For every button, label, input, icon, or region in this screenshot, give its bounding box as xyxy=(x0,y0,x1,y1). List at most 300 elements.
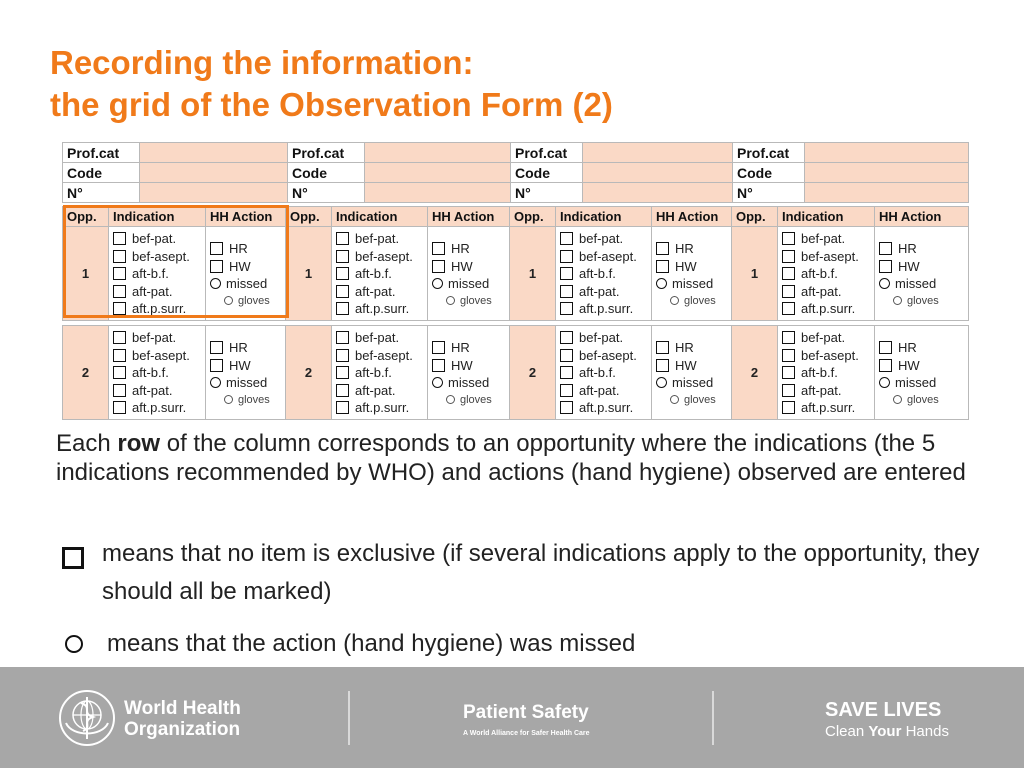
indication-label: aft.p.surr. xyxy=(355,301,410,316)
indication-option[interactable] xyxy=(113,364,203,382)
checkbox-icon[interactable] xyxy=(560,302,573,315)
action-option[interactable] xyxy=(879,357,966,375)
indication-option[interactable] xyxy=(560,248,649,266)
indication-cell xyxy=(778,227,875,321)
gloves-label: gloves xyxy=(907,294,939,307)
indication-option[interactable] xyxy=(336,265,425,283)
checkbox-icon[interactable] xyxy=(879,260,892,273)
checkbox-icon[interactable] xyxy=(782,232,795,245)
checkbox-icon[interactable] xyxy=(113,302,126,315)
indication-label: bef-pat. xyxy=(132,330,177,345)
indication-cell xyxy=(556,227,652,321)
info-label: N° xyxy=(63,183,140,203)
info-label: Prof.cat xyxy=(511,143,583,163)
checkbox-icon[interactable] xyxy=(879,341,892,354)
grid-header-hh-action: HH Action xyxy=(428,207,510,227)
indication-option[interactable] xyxy=(560,364,649,382)
checkbox-icon[interactable] xyxy=(782,267,795,280)
hh-action-cell xyxy=(206,227,286,321)
info-value-field[interactable] xyxy=(583,183,733,203)
info-label: N° xyxy=(511,183,583,203)
action-option[interactable] xyxy=(879,275,966,293)
action-label: missed xyxy=(895,276,937,291)
grid-header-hh-action: HH Action xyxy=(206,207,286,227)
grid-header-opp: Opp. xyxy=(63,207,109,227)
action-option[interactable] xyxy=(432,258,507,276)
grid-header-hh-action: HH Action xyxy=(875,207,969,227)
info-label: N° xyxy=(288,183,365,203)
indication-label: bef-asept. xyxy=(579,248,637,264)
footer-divider-2 xyxy=(712,691,714,745)
opportunity-table-1 xyxy=(62,206,969,321)
gloves-option[interactable] xyxy=(879,392,966,410)
indication-option[interactable] xyxy=(113,382,203,400)
action-option[interactable] xyxy=(656,258,729,276)
indication-label: bef-pat. xyxy=(579,330,624,345)
hh-action-cell xyxy=(875,326,969,420)
page-title xyxy=(50,42,613,126)
action-option[interactable] xyxy=(210,275,283,293)
checkbox-icon[interactable] xyxy=(432,242,445,255)
opportunity-table-2 xyxy=(62,325,969,420)
action-label: missed xyxy=(672,276,714,291)
checkbox-icon[interactable] xyxy=(336,285,349,298)
checkbox-icon[interactable] xyxy=(336,331,349,344)
opportunity-number: 2 xyxy=(63,326,109,420)
who-logo-text: World Health Organization xyxy=(124,698,241,740)
radio-circle-icon[interactable] xyxy=(210,377,221,388)
checkbox-icon[interactable] xyxy=(432,341,445,354)
hh-action-cell xyxy=(206,326,286,420)
radio-circle-icon[interactable] xyxy=(224,296,233,305)
info-value-field[interactable] xyxy=(365,143,511,163)
checkbox-icon[interactable] xyxy=(336,232,349,245)
action-label: HW xyxy=(229,357,251,373)
checkbox-icon[interactable] xyxy=(113,384,126,397)
gloves-option[interactable] xyxy=(210,392,283,410)
indication-label: aft-b.f. xyxy=(579,365,616,380)
info-value-field[interactable] xyxy=(583,143,733,163)
opportunity-number: 2 xyxy=(510,326,556,420)
indication-label: aft-b.f. xyxy=(355,266,392,281)
info-value-field[interactable] xyxy=(583,163,733,183)
circle-bullet-row xyxy=(56,625,986,663)
indication-label: aft-b.f. xyxy=(801,365,838,380)
action-label: missed xyxy=(448,276,490,291)
action-option[interactable] xyxy=(656,357,729,375)
grid-header-indication: Indication xyxy=(109,207,206,227)
checkbox-icon[interactable] xyxy=(210,242,223,255)
indication-label: aft.p.surr. xyxy=(132,400,187,415)
radio-circle-icon[interactable] xyxy=(656,278,667,289)
action-label: HW xyxy=(451,258,473,274)
action-option[interactable] xyxy=(879,258,966,276)
checkbox-icon[interactable] xyxy=(113,366,126,379)
indication-option[interactable] xyxy=(336,382,425,400)
radio-circle-icon[interactable] xyxy=(656,377,667,388)
action-label: missed xyxy=(448,375,490,390)
indication-label: aft-b.f. xyxy=(132,365,169,380)
indication-label: aft-b.f. xyxy=(355,365,392,380)
radio-circle-icon[interactable] xyxy=(879,377,890,388)
indication-label: bef-pat. xyxy=(579,231,624,246)
checkbox-icon[interactable] xyxy=(782,384,795,397)
action-option[interactable] xyxy=(879,374,966,392)
checkbox-icon[interactable] xyxy=(560,366,573,379)
indication-label: aft-pat. xyxy=(355,382,396,398)
indication-option[interactable] xyxy=(560,329,649,347)
indication-option[interactable] xyxy=(560,300,649,318)
checkbox-icon[interactable] xyxy=(336,366,349,379)
gloves-label: gloves xyxy=(460,294,492,307)
checkbox-icon[interactable] xyxy=(560,331,573,344)
radio-circle-icon[interactable] xyxy=(670,296,679,305)
observation-info-table xyxy=(62,142,969,203)
gloves-label: gloves xyxy=(238,393,270,406)
checkbox-icon[interactable] xyxy=(336,384,349,397)
who-emblem-icon xyxy=(58,689,116,747)
indication-option[interactable] xyxy=(113,347,203,365)
action-label: HW xyxy=(451,357,473,373)
checkbox-icon[interactable] xyxy=(113,285,126,298)
hh-action-cell xyxy=(428,227,510,321)
action-label: missed xyxy=(895,375,937,390)
description-text: Each row of the column corresponds to an opportunity where the indications (the 5 indications recommended by WHO) and actions (hand hygiene) observed are entered xyxy=(56,430,966,486)
gloves-label: gloves xyxy=(238,294,270,307)
checkbox-icon[interactable] xyxy=(210,359,223,372)
info-label: Code xyxy=(733,163,805,183)
indication-label: bef-pat. xyxy=(132,231,177,246)
action-option[interactable] xyxy=(432,240,507,258)
opportunity-number: 2 xyxy=(732,326,778,420)
action-option[interactable] xyxy=(656,374,729,392)
indication-label: bef-asept. xyxy=(579,347,637,363)
action-option[interactable] xyxy=(432,339,507,357)
indication-option[interactable] xyxy=(560,283,649,301)
checkbox-icon[interactable] xyxy=(336,267,349,280)
grid-header-row xyxy=(63,207,969,227)
table-row xyxy=(63,326,969,420)
title-line-2: the grid of the Observation Form (2) xyxy=(50,86,613,123)
checkbox-icon[interactable] xyxy=(560,401,573,414)
indication-option[interactable] xyxy=(336,329,425,347)
patient-safety-subtitle: A World Alliance for Safer Health Care xyxy=(463,730,590,737)
action-option[interactable] xyxy=(210,357,283,375)
indication-option[interactable] xyxy=(782,265,872,283)
info-value-field[interactable] xyxy=(805,143,969,163)
info-label: Prof.cat xyxy=(288,143,365,163)
indication-option[interactable] xyxy=(782,300,872,318)
gloves-label: gloves xyxy=(684,294,716,307)
indication-option[interactable] xyxy=(560,265,649,283)
opportunity-number: 1 xyxy=(286,227,332,321)
indication-label: aft-pat. xyxy=(801,382,842,398)
indication-option[interactable] xyxy=(336,283,425,301)
bold-word-row: row xyxy=(117,430,161,457)
checkbox-icon[interactable] xyxy=(879,359,892,372)
grid-header-indication: Indication xyxy=(556,207,652,227)
indication-label: aft-pat. xyxy=(579,283,620,299)
indication-option[interactable] xyxy=(336,347,425,365)
gloves-option[interactable] xyxy=(879,293,966,311)
action-label: missed xyxy=(672,375,714,390)
checkbox-icon[interactable] xyxy=(210,341,223,354)
indication-label: aft.p.surr. xyxy=(801,301,856,316)
action-label: HR xyxy=(898,340,917,355)
hh-action-cell xyxy=(652,326,732,420)
checkbox-icon[interactable] xyxy=(656,260,669,273)
indication-option[interactable] xyxy=(113,248,203,266)
patient-safety-title: Patient Safety xyxy=(463,702,589,723)
action-label: HW xyxy=(229,258,251,274)
indication-option[interactable] xyxy=(113,329,203,347)
info-value-field[interactable] xyxy=(805,163,969,183)
indication-label: aft-pat. xyxy=(355,283,396,299)
gloves-option[interactable] xyxy=(432,293,507,311)
gloves-label: gloves xyxy=(684,393,716,406)
info-label: Prof.cat xyxy=(733,143,805,163)
radio-circle-icon[interactable] xyxy=(893,296,902,305)
action-option[interactable] xyxy=(656,240,729,258)
indication-option[interactable] xyxy=(782,283,872,301)
action-option[interactable] xyxy=(432,374,507,392)
checkbox-icon[interactable] xyxy=(879,242,892,255)
opportunity-number: 1 xyxy=(510,227,556,321)
checkbox-icon[interactable] xyxy=(113,349,126,362)
checkbox-icon[interactable] xyxy=(336,302,349,315)
indication-option[interactable] xyxy=(782,399,872,417)
indication-option[interactable] xyxy=(113,300,203,318)
indication-label: bef-asept. xyxy=(801,248,859,264)
info-value-field[interactable] xyxy=(365,183,511,203)
hh-action-cell xyxy=(875,227,969,321)
checkbox-icon[interactable] xyxy=(782,250,795,263)
opportunity-number: 1 xyxy=(63,227,109,321)
action-option[interactable] xyxy=(432,275,507,293)
checkbox-icon[interactable] xyxy=(432,260,445,273)
info-value-field[interactable] xyxy=(140,163,288,183)
indication-option[interactable] xyxy=(113,399,203,417)
action-label: missed xyxy=(226,375,268,390)
indication-label: bef-asept. xyxy=(355,347,413,363)
info-label: Prof.cat xyxy=(63,143,140,163)
checkbox-icon[interactable] xyxy=(113,232,126,245)
checkbox-icon[interactable] xyxy=(336,349,349,362)
hh-action-cell xyxy=(428,326,510,420)
grid-header-hh-action: HH Action xyxy=(652,207,732,227)
checkbox-icon[interactable] xyxy=(782,366,795,379)
indication-label: bef-pat. xyxy=(355,330,400,345)
checkbox-icon[interactable] xyxy=(560,349,573,362)
action-option[interactable] xyxy=(656,275,729,293)
info-label: Code xyxy=(63,163,140,183)
action-label: HR xyxy=(451,340,470,355)
action-option[interactable] xyxy=(210,258,283,276)
info-value-field[interactable] xyxy=(140,143,288,163)
action-label: HW xyxy=(675,258,697,274)
opportunity-number: 1 xyxy=(732,227,778,321)
action-option[interactable] xyxy=(432,357,507,375)
indication-label: aft.p.surr. xyxy=(579,400,634,415)
checkbox-icon[interactable] xyxy=(560,267,573,280)
indication-label: bef-pat. xyxy=(801,330,846,345)
checkbox-icon[interactable] xyxy=(560,250,573,263)
indication-label: aft-pat. xyxy=(579,382,620,398)
gloves-label: gloves xyxy=(907,393,939,406)
checkbox-icon[interactable] xyxy=(656,359,669,372)
indication-label: bef-pat. xyxy=(355,231,400,246)
checkbox-icon[interactable] xyxy=(113,331,126,344)
action-option[interactable] xyxy=(210,374,283,392)
indication-option[interactable] xyxy=(560,347,649,365)
indication-label: bef-asept. xyxy=(801,347,859,363)
save-lives-subtitle: Clean Your Hands xyxy=(825,723,949,740)
checkbox-icon[interactable] xyxy=(782,302,795,315)
action-label: HR xyxy=(229,340,248,355)
checkbox-icon[interactable] xyxy=(782,349,795,362)
indication-option[interactable] xyxy=(113,230,203,248)
indication-label: bef-pat. xyxy=(801,231,846,246)
indication-label: aft-pat. xyxy=(801,283,842,299)
grid-header-indication: Indication xyxy=(332,207,428,227)
checkbox-icon[interactable] xyxy=(656,242,669,255)
indication-option[interactable] xyxy=(560,399,649,417)
radio-circle-icon[interactable] xyxy=(432,278,443,289)
info-label: Code xyxy=(511,163,583,183)
radio-circle-icon[interactable] xyxy=(446,296,455,305)
opportunity-number: 2 xyxy=(286,326,332,420)
indication-cell xyxy=(109,326,206,420)
indication-option[interactable] xyxy=(782,329,872,347)
checkbox-icon[interactable] xyxy=(113,401,126,414)
indication-label: aft.p.surr. xyxy=(579,301,634,316)
indication-option[interactable] xyxy=(782,248,872,266)
indication-label: bef-asept. xyxy=(132,248,190,264)
indication-label: aft.p.surr. xyxy=(355,400,410,415)
table-row xyxy=(63,227,969,321)
info-label: Code xyxy=(288,163,365,183)
footer-divider-1 xyxy=(348,691,350,745)
indication-option[interactable] xyxy=(336,364,425,382)
gloves-label: gloves xyxy=(460,393,492,406)
save-lives-title: SAVE LIVES xyxy=(825,699,942,721)
radio-circle-icon[interactable] xyxy=(670,395,679,404)
indication-option[interactable] xyxy=(560,382,649,400)
checkbox-icon[interactable] xyxy=(336,401,349,414)
radio-circle-icon[interactable] xyxy=(879,278,890,289)
footer-bar xyxy=(0,667,1024,768)
indication-label: aft.p.surr. xyxy=(801,400,856,415)
info-value-field[interactable] xyxy=(140,183,288,203)
indication-option[interactable] xyxy=(336,248,425,266)
action-option[interactable] xyxy=(879,240,966,258)
checkbox-icon[interactable] xyxy=(336,250,349,263)
info-row xyxy=(63,143,969,163)
checkbox-icon[interactable] xyxy=(210,260,223,273)
radio-circle-icon[interactable] xyxy=(224,395,233,404)
radio-circle-icon[interactable] xyxy=(210,278,221,289)
checkbox-icon[interactable] xyxy=(432,359,445,372)
checkbox-icon[interactable] xyxy=(113,267,126,280)
info-value-field[interactable] xyxy=(365,163,511,183)
action-option[interactable] xyxy=(879,339,966,357)
indication-option[interactable] xyxy=(336,399,425,417)
indication-cell xyxy=(332,326,428,420)
info-label: N° xyxy=(733,183,805,203)
indication-option[interactable] xyxy=(782,382,872,400)
checkbox-icon[interactable] xyxy=(782,401,795,414)
checkbox-icon[interactable] xyxy=(560,285,573,298)
checkbox-icon[interactable] xyxy=(782,285,795,298)
indication-cell xyxy=(332,227,428,321)
indication-label: aft-b.f. xyxy=(132,266,169,281)
indication-cell xyxy=(109,227,206,321)
checkbox-square-icon xyxy=(62,547,84,569)
radio-circle-icon[interactable] xyxy=(446,395,455,404)
title-line-1: Recording the information: xyxy=(50,44,474,81)
action-label: HW xyxy=(898,258,920,274)
grid-header-opp: Opp. xyxy=(732,207,778,227)
grid-header-opp: Opp. xyxy=(286,207,332,227)
checkbox-icon[interactable] xyxy=(560,232,573,245)
indication-option[interactable] xyxy=(782,364,872,382)
indication-label: bef-asept. xyxy=(355,248,413,264)
checkbox-icon[interactable] xyxy=(656,341,669,354)
action-option[interactable] xyxy=(210,240,283,258)
square-bullet-text: means that no item is exclusive (if several indications apply to the opportunity, they should all be marked) xyxy=(102,540,980,605)
hh-action-cell xyxy=(652,227,732,321)
indication-option[interactable] xyxy=(336,230,425,248)
grid-header-opp: Opp. xyxy=(510,207,556,227)
action-label: HW xyxy=(675,357,697,373)
radio-circle-icon xyxy=(65,635,83,653)
action-label: HR xyxy=(229,241,248,256)
indication-label: bef-asept. xyxy=(132,347,190,363)
indication-option[interactable] xyxy=(113,283,203,301)
action-label: HR xyxy=(675,241,694,256)
info-row xyxy=(63,183,969,203)
indication-cell xyxy=(778,326,875,420)
indication-option[interactable] xyxy=(113,265,203,283)
indication-label: aft-b.f. xyxy=(801,266,838,281)
radio-circle-icon[interactable] xyxy=(893,395,902,404)
indication-label: aft-b.f. xyxy=(579,266,616,281)
action-option[interactable] xyxy=(656,339,729,357)
indication-option[interactable] xyxy=(560,230,649,248)
radio-circle-icon[interactable] xyxy=(432,377,443,388)
gloves-option[interactable] xyxy=(432,392,507,410)
action-label: HW xyxy=(898,357,920,373)
gloves-option[interactable] xyxy=(210,293,283,311)
indication-option[interactable] xyxy=(782,230,872,248)
checkbox-icon[interactable] xyxy=(113,250,126,263)
circle-bullet-text: means that the action (hand hygiene) was missed xyxy=(107,630,636,657)
info-row xyxy=(63,163,969,183)
square-bullet-row xyxy=(56,535,986,611)
action-label: HR xyxy=(898,241,917,256)
gloves-option[interactable] xyxy=(656,293,729,311)
checkbox-icon[interactable] xyxy=(560,384,573,397)
indication-label: aft-pat. xyxy=(132,382,173,398)
gloves-option[interactable] xyxy=(656,392,729,410)
indication-option[interactable] xyxy=(336,300,425,318)
indication-option[interactable] xyxy=(782,347,872,365)
indication-label: aft.p.surr. xyxy=(132,301,187,316)
action-option[interactable] xyxy=(210,339,283,357)
checkbox-icon[interactable] xyxy=(782,331,795,344)
action-label: missed xyxy=(226,276,268,291)
info-value-field[interactable] xyxy=(805,183,969,203)
